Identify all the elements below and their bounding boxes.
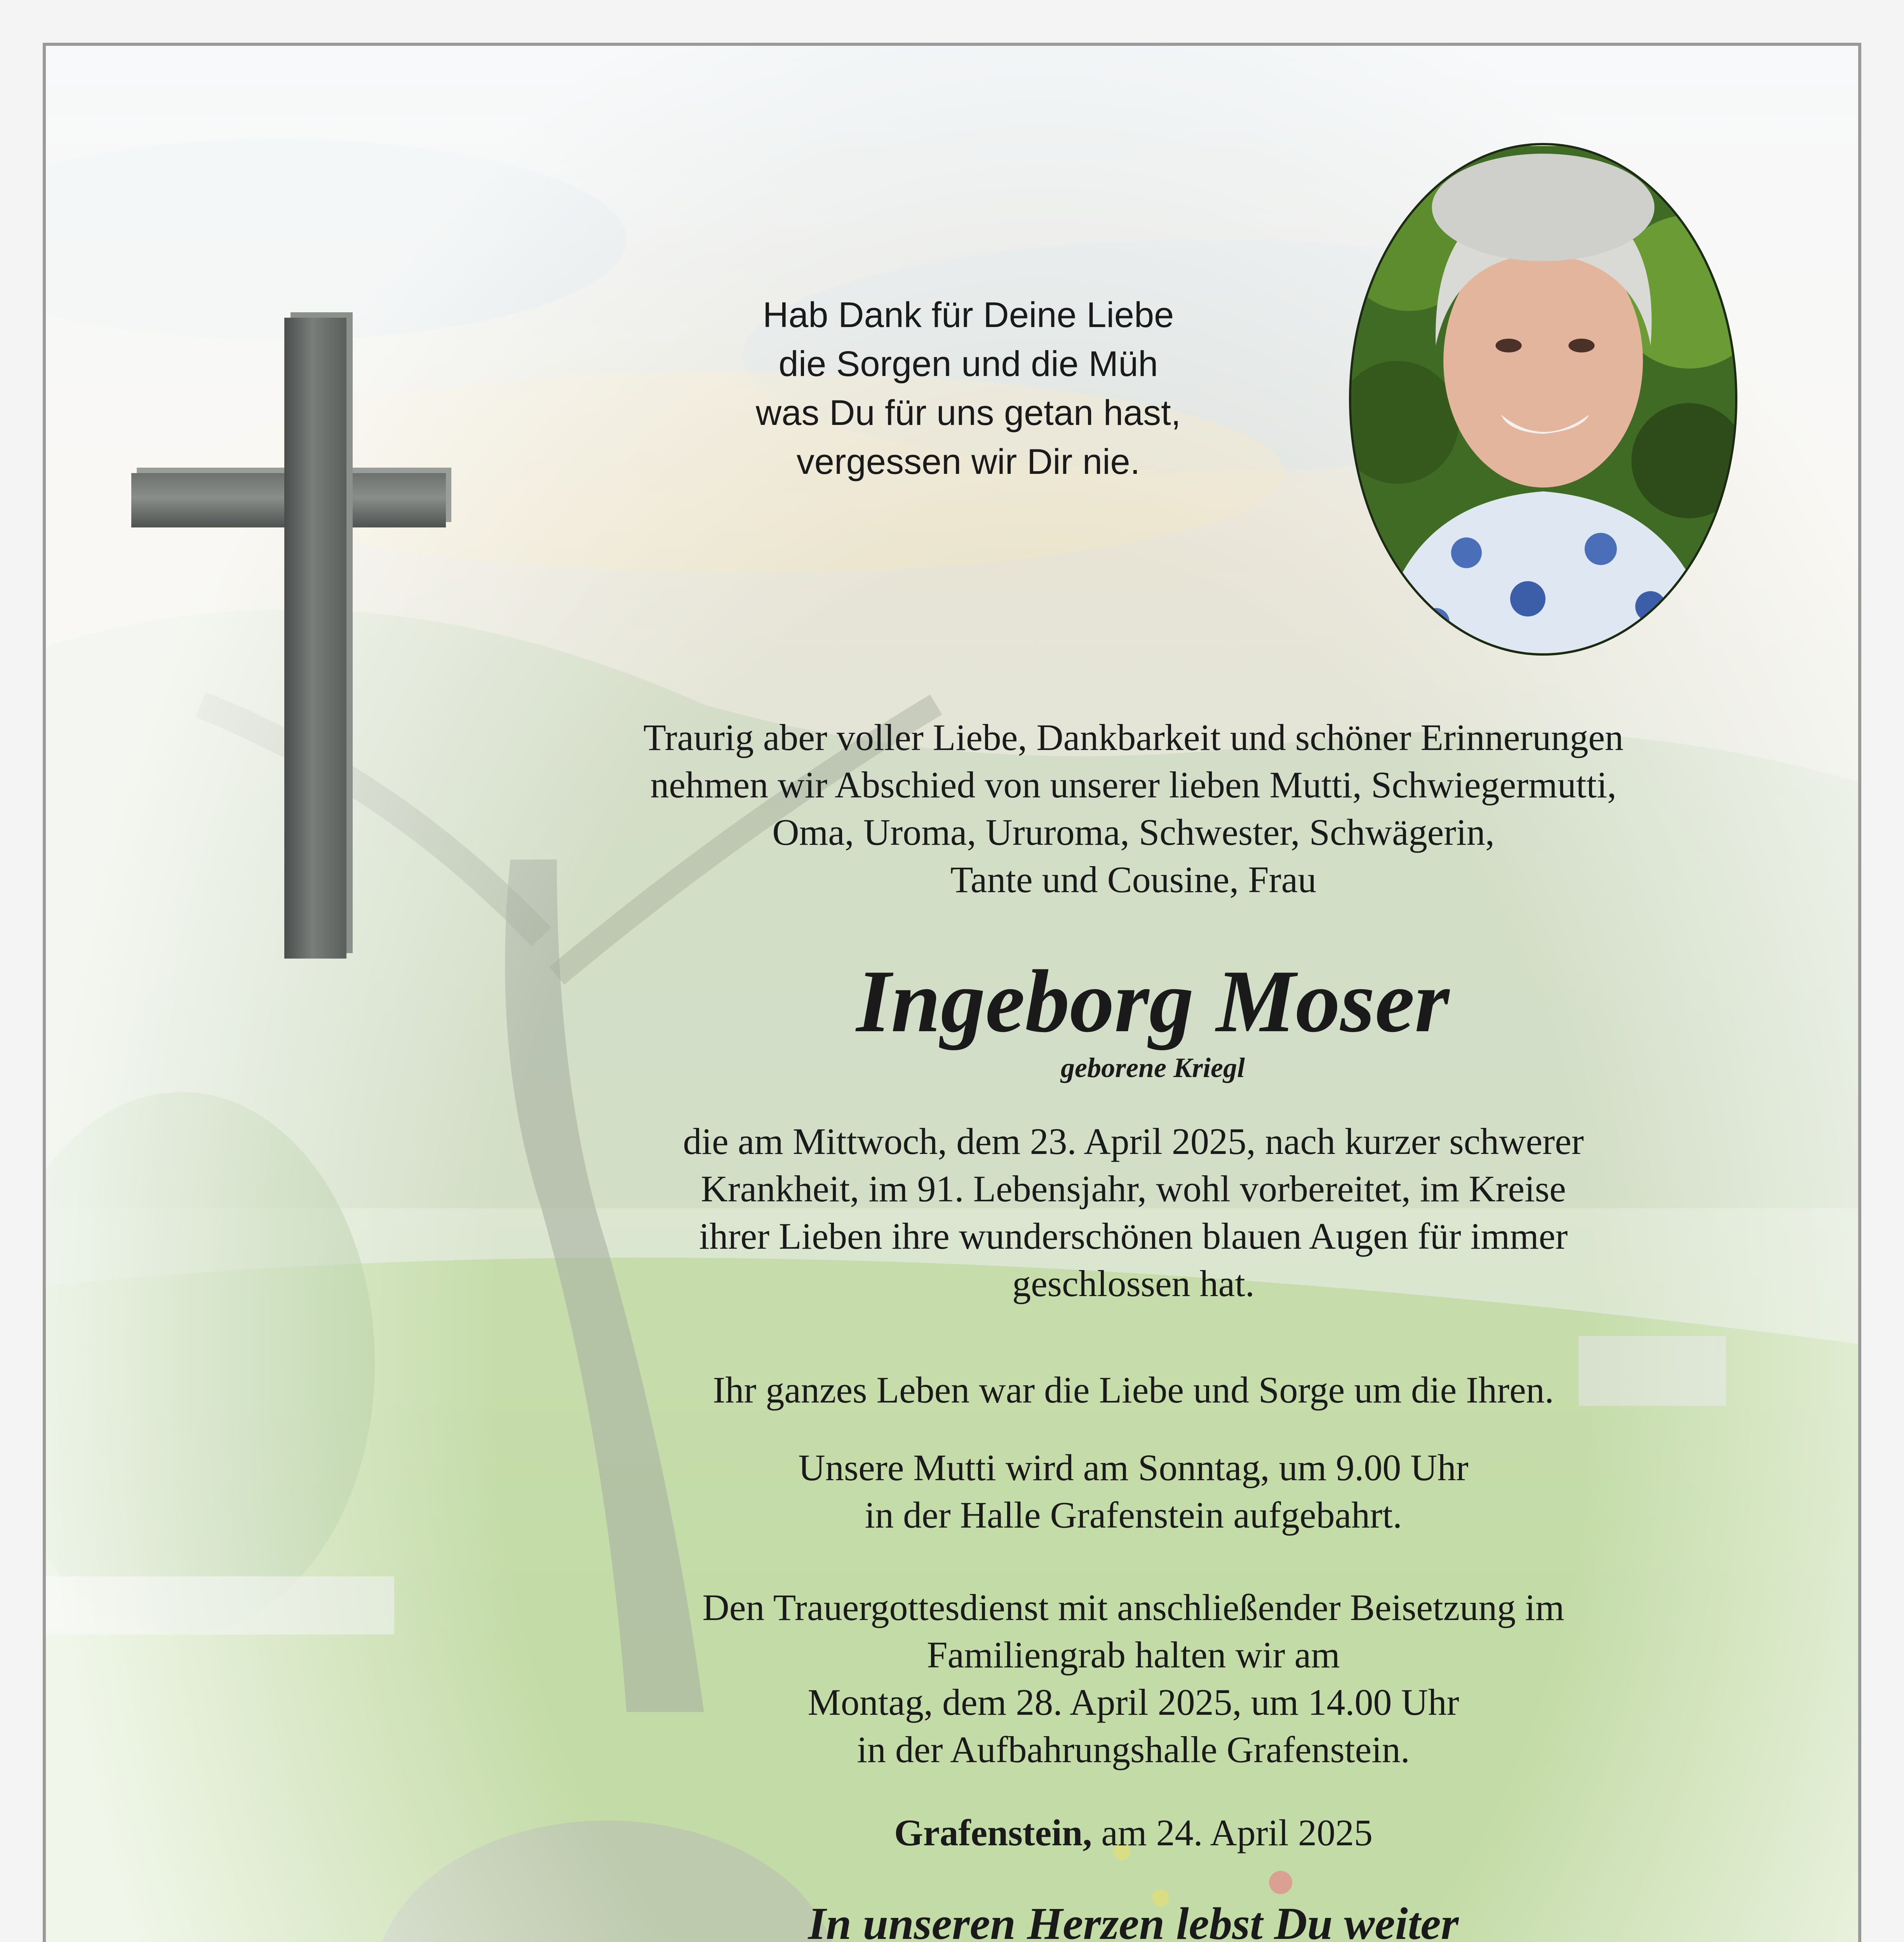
service-line: Montag, dem 28. April 2025, um 14.00 Uhr — [808, 1681, 1459, 1723]
place-date — [667, 1809, 1599, 1857]
viewing-line: in der Halle Grafenstein aufgebahrt. — [865, 1494, 1402, 1536]
intro-text — [531, 714, 1735, 903]
service-line: Den Trauergottesdienst mit anschließender Beisetzung im — [702, 1587, 1565, 1628]
place-name: Grafenstein, — [894, 1812, 1092, 1853]
life-text: Ihr ganzes Leben war die Liebe und Sorge um die Ihren. — [713, 1369, 1554, 1411]
portrait-photo — [1349, 143, 1737, 656]
service-text — [512, 1584, 1755, 1773]
service-line: Familiengrab halten wir am — [927, 1634, 1340, 1676]
date-text: am 24. April 2025 — [1092, 1812, 1373, 1853]
portrait-image — [1351, 145, 1735, 653]
viewing-line: Unsere Mutti wird am Sonntag, um 9.00 Uhr — [798, 1447, 1469, 1488]
memorial-verse — [648, 291, 1289, 486]
deceased-name: Ingeborg Moser — [856, 952, 1450, 1051]
service-line: in der Aufbahrungshalle Grafenstein. — [857, 1729, 1410, 1770]
intro-line: Oma, Uroma, Ururoma, Schwester, Schwägerin, — [772, 811, 1495, 853]
verse-line: die Sorgen und die Müh — [778, 344, 1158, 384]
maiden-name: geborene Kriegl — [1061, 1052, 1245, 1083]
verse-line: Hab Dank für Deine Liebe — [762, 295, 1174, 335]
intro-line: Tante und Cousine, Frau — [950, 859, 1317, 900]
viewing-text — [512, 1444, 1755, 1539]
intro-line: nehmen wir Abschied von unserer lieben Mutti, Schwiegermutti, — [650, 764, 1617, 806]
cross-icon — [284, 318, 346, 959]
verse-line: vergessen wir Dir nie. — [796, 442, 1140, 482]
passing-line: die am Mittwoch, dem 23. April 2025, nach kurzer schwerer — [683, 1121, 1584, 1162]
passing-line: geschlossen hat. — [1012, 1263, 1255, 1304]
motto: In unseren Herzen lebst Du weiter — [808, 1898, 1459, 1942]
passing-text — [512, 1118, 1755, 1307]
obituary-frame — [43, 43, 1861, 1942]
passing-line: ihrer Lieben ihre wunderschönen blauen Augen für immer — [699, 1215, 1568, 1257]
verse-line: was Du für uns getan hast, — [755, 393, 1181, 433]
passing-line: Krankheit, im 91. Lebensjahr, wohl vorbereitet, im Kreise — [701, 1168, 1566, 1209]
intro-line: Traurig aber voller Liebe, Dankbarkeit und schöner Erinnerungen — [643, 717, 1624, 758]
